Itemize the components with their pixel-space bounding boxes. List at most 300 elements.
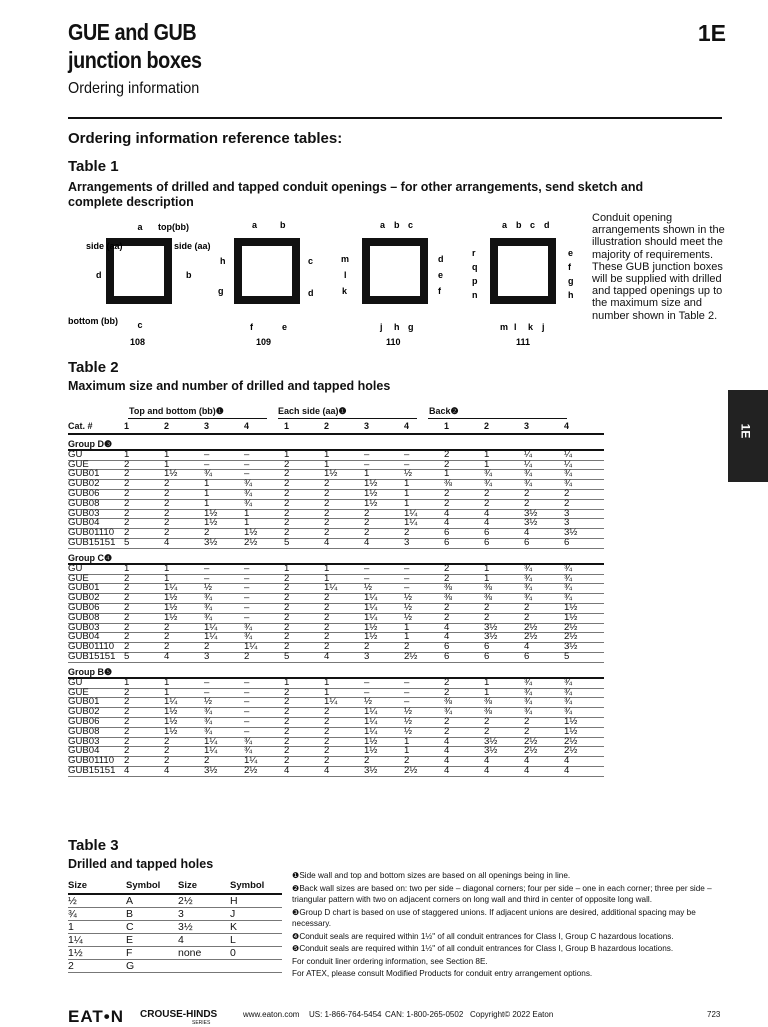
t2-col-header: 3 [524,422,564,434]
table-cell: 2 [444,678,484,688]
table-cell: 2 [284,603,324,613]
table-cell: 3½ [484,747,524,757]
table-cell: 1¼ [364,727,404,737]
table-cell: 2 [124,509,164,519]
table-cell: 2 [124,757,164,767]
table-cell: 2 [444,603,484,613]
table-cell: ½ [204,584,244,594]
table-cell: 1½ [164,470,204,480]
eaton-logo: EAT•N [68,1007,124,1026]
table-cell: 2 [164,480,204,490]
table-cell: 2 [484,489,524,499]
table-cell: 2 [324,643,364,653]
table-cell: A [126,894,178,908]
table-cell: 1 [124,450,164,460]
table-cell: ¾ [524,564,564,574]
label-109-e: e [282,322,288,332]
table-cell: GUB02 [68,594,124,604]
table-cell: 2 [284,460,324,470]
table-cell: 4 [484,519,524,529]
table-cell: 4 [524,766,564,776]
t3-col-header: Size [68,880,126,894]
box-109-outline [238,242,296,300]
label-110-h: h [394,322,400,332]
table-cell: – [244,727,284,737]
table-cell: 3 [404,538,444,548]
table-cell: 1 [404,489,444,499]
table-cell: 1½ [364,489,404,499]
t3-col-header: Symbol [126,880,178,894]
table-cell: 2 [284,499,324,509]
table-cell: 3 [564,519,604,529]
table-cell: 2½ [564,747,604,757]
table-cell: 1 [324,678,364,688]
table-cell: 2 [364,519,404,529]
table-cell: 3½ [564,529,604,539]
table-cell: ¾ [204,470,244,480]
table-cell: 4 [444,737,484,747]
table-cell: 4 [124,766,164,776]
table-cell: 1¼ [404,509,444,519]
table-cell: 2½ [178,894,230,908]
table-cell: 2 [124,708,164,718]
table-cell: 2 [124,717,164,727]
t2-group-name: Group D❸ [68,434,604,450]
table-cell: 1½ [364,737,404,747]
table-cell: 1½ [364,747,404,757]
table-cell: G [126,960,178,973]
table-cell: – [404,698,444,708]
footer-copyright: Copyright© 2022 Eaton [470,1010,554,1019]
table-cell: 1 [204,489,244,499]
table-cell: ¾ [524,698,564,708]
table-cell: 1 [244,509,284,519]
table-cell: ½ [404,470,444,480]
table-cell: 2 [204,529,244,539]
table-cell: F [126,947,178,960]
label-111-a: a [502,220,508,230]
table-cell: 1¼ [404,519,444,529]
table-cell: ⅜ [484,584,524,594]
table-cell: 6 [444,529,484,539]
t2-group-header-each-side: Each side (aa)❶ [278,406,347,416]
table-cell: 4 [444,519,484,529]
table-cell: – [404,564,444,574]
table-cell: 4 [524,643,564,653]
table-cell: GUB01 [68,470,124,480]
table-cell: – [244,717,284,727]
table-cell: GUB01110 [68,757,124,767]
arrangement-note: Conduit opening arrangements shown in the illustration should meet the majority of requirements. These GUB junction boxes will be supplied with drilled and tapped openings up to the maximum size and number shown in Table 2. [592,212,725,322]
table-cell: 2½ [524,747,564,757]
footer-us-phone: US: 1-866-764-5454 [309,1010,382,1019]
table-cell: 2 [124,499,164,509]
table-cell: 1 [484,460,524,470]
table-cell: 4 [484,757,524,767]
table-cell: ¾ [244,633,284,643]
table-cell: 1¼ [364,708,404,718]
table-cell: ⅜ [444,594,484,604]
label-109-g: g [218,286,224,296]
label-111-q: q [472,262,478,272]
table-cell: 2 [124,747,164,757]
table-cell: 4 [178,934,230,947]
label-110-m: m [341,254,350,264]
table-row [68,934,282,947]
table-cell: 2 [324,499,364,509]
t2-col-header: 4 [564,422,604,434]
table-cell: ⅜ [484,708,524,718]
table-cell: 3½ [524,509,564,519]
table-cell: 3½ [204,766,244,776]
table-cell: 1 [124,564,164,574]
table-cell: 2½ [564,737,604,747]
table-cell: 2 [124,480,164,490]
table-cell: – [364,450,404,460]
t2-col-header: 3 [204,422,244,434]
table-cell: GUB01110 [68,529,124,539]
table-cell: 1¼ [364,603,404,613]
table-cell: 6 [484,643,524,653]
label-109-a: a [252,220,258,230]
t2-group-row [68,662,604,678]
table-cell: – [204,678,244,688]
table-cell: 2 [124,727,164,737]
label-110-k: k [342,286,348,296]
table-cell: 1 [404,747,444,757]
table-cell: 4 [484,766,524,776]
table-cell: – [404,678,444,688]
table-cell: 4 [324,766,364,776]
table-cell: 2 [124,574,164,584]
table-cell: 2 [284,747,324,757]
series-label: SERIES [192,1020,211,1026]
table-cell: 4 [444,623,484,633]
table-cell: – [244,688,284,698]
t2-group-header-top-bottom: Top and bottom (bb)❶ [129,406,224,416]
table-cell: 2 [444,499,484,509]
table2 [68,422,604,777]
table-cell: ¼ [524,460,564,470]
table-cell: 2 [444,564,484,574]
table-cell: GUB08 [68,499,124,509]
table-cell: ¾ [204,594,244,604]
t3-header-row [68,880,282,894]
table-cell: 2 [404,529,444,539]
t2-rule-each-side [278,418,417,419]
table-cell: GUB03 [68,737,124,747]
table-cell: 2 [324,747,364,757]
diagram-108 [68,222,211,347]
table-cell: 1½ [564,727,604,737]
table-cell: L [230,934,282,947]
table-cell: 6 [444,538,484,548]
table-cell: ¾ [524,688,564,698]
table-cell: ⅜ [444,584,484,594]
table-cell: 1½ [164,708,204,718]
table-cell: 2 [284,594,324,604]
footnote-5: ❺Conduit seals are required within 1½" of all conduit entrances for Class I, Group B hazardous locations. [292,944,674,954]
table-cell: 1½ [164,613,204,623]
table-cell: ¾ [244,623,284,633]
table-cell: 2 [164,623,204,633]
table-cell: ¾ [524,574,564,584]
table-cell: – [244,574,284,584]
table-cell: 1 [284,678,324,688]
table-cell: 6 [444,643,484,653]
table-cell: 1 [324,460,364,470]
table-cell: 1 [324,688,364,698]
table-cell: 2 [124,519,164,529]
table-cell: GUB15151 [68,766,124,776]
table-cell: GU [68,450,124,460]
table-cell: ¾ [204,727,244,737]
table-cell: ¾ [524,480,564,490]
table-cell: 2 [124,460,164,470]
table-cell: ¾ [564,698,604,708]
footnote-1: ❶Side wall and top and bottom sizes are based on all openings being in line. [292,871,571,880]
table-cell: 2 [124,633,164,643]
title-line-2: junction boxes [68,47,202,73]
table-cell: GUB06 [68,489,124,499]
table-cell: 1¼ [164,584,204,594]
table-cell: 6 [524,538,564,548]
label-111-e: e [568,248,574,258]
table-cell: 2½ [244,538,284,548]
table-cell: 1¼ [364,613,404,623]
table-cell: H [230,894,282,908]
table-cell: 2 [324,594,364,604]
table3-caption: Drilled and tapped holes [68,857,214,871]
table-cell: 2 [484,727,524,737]
table-cell: 2 [244,652,284,662]
table-cell: GUE [68,460,124,470]
table-cell: ¼ [564,460,604,470]
label-111-n: n [472,290,478,300]
table-cell: ¾ [564,480,604,490]
table-cell: ¾ [564,708,604,718]
table-cell: 2 [324,603,364,613]
table-cell: 1 [364,470,404,480]
table-cell: 3 [204,652,244,662]
table-cell: – [244,613,284,623]
table-cell: 2 [484,613,524,623]
table-cell: GUB08 [68,727,124,737]
table-cell: 4 [444,747,484,757]
label-108-b: b [186,270,192,280]
label-109-c: c [308,256,314,266]
label-108-side-right: side (aa) [174,241,211,251]
t2-col-header: 1 [124,422,164,434]
table-cell: ¾ [68,908,126,921]
table-cell: 6 [484,652,524,662]
table-cell: 5 [124,652,164,662]
table-cell: – [244,698,284,708]
table-cell: 2 [284,727,324,737]
table-cell: 1½ [364,499,404,509]
table-cell: 2 [124,603,164,613]
table-cell: 2 [524,613,564,623]
label-111-r: r [472,248,476,258]
table-cell: 1¼ [324,698,364,708]
table-cell: ¾ [244,499,284,509]
header-divider [68,117,722,119]
table-cell: ¾ [564,678,604,688]
footnote-2: ❷Back wall sizes are based on: two per side – diagonal corners; four per side – one in each corner; three per side – triangular pattern with two on adjacent corners on long wall and third in center of opposite long wall. [292,883,712,904]
table-cell: 2 [524,499,564,509]
t2-col-header: 2 [324,422,364,434]
table-cell: – [204,460,244,470]
label-111-p: p [472,276,478,286]
page-subtitle: Ordering information [68,80,200,97]
table-cell: 1 [244,519,284,529]
table-cell: ¾ [564,574,604,584]
table-cell: 2 [324,708,364,718]
table-cell: 6 [484,538,524,548]
table-cell: 2 [124,643,164,653]
table-cell: 2 [484,499,524,509]
diagram-109-number: 109 [256,337,272,347]
table-cell: ¾ [244,489,284,499]
table-cell: 2 [164,757,204,767]
table-cell: 4 [284,766,324,776]
table-cell: 2 [164,499,204,509]
table-cell: 1½ [204,509,244,519]
table-cell: 1¼ [204,737,244,747]
footer-website[interactable]: www.eaton.com [243,1010,300,1019]
table-cell: 2 [524,727,564,737]
table-cell: 0 [230,947,282,960]
table-cell: 2 [124,623,164,633]
conduit-arrangement-diagrams [68,212,588,352]
table-cell: 3½ [178,921,230,934]
table-cell: GUB04 [68,633,124,643]
table-cell: none [178,947,230,960]
label-108-top: top(bb) [158,222,189,232]
table-cell: 1 [404,623,444,633]
t2-rule-back [428,418,567,419]
table-cell: 5 [284,652,324,662]
table-cell: ¾ [524,584,564,594]
label-109-d: d [308,288,314,298]
table-cell: 2 [124,584,164,594]
diagram-111 [472,220,574,347]
table-cell: 1½ [68,947,126,960]
table-row [68,960,282,973]
table-cell: 1 [164,678,204,688]
table-row [68,947,282,960]
table-cell: ½ [404,708,444,718]
diagram-109 [218,220,314,347]
label-108-d: d [96,270,102,280]
table-cell: 2 [444,613,484,623]
table-cell: GU [68,678,124,688]
table-cell: 2 [324,757,364,767]
section-code: 1E [697,20,726,46]
t2-col-header: 2 [484,422,524,434]
table-cell: 3 [364,652,404,662]
table-cell: GUB03 [68,509,124,519]
table-cell: 2 [164,643,204,653]
label-110-d: d [438,254,444,264]
table-cell: 1½ [164,603,204,613]
table3 [68,880,282,973]
table-cell: – [404,574,444,584]
box-110-outline [366,242,424,300]
table-cell: 1 [204,499,244,509]
label-111-k: k [528,322,534,332]
table-cell: – [204,574,244,584]
table-cell: – [204,564,244,574]
table-cell: 4 [324,538,364,548]
table-cell: 2 [324,717,364,727]
table-cell: GU [68,564,124,574]
table1-caption-line2: complete description [68,195,194,209]
table-cell: 1 [324,564,364,574]
table-cell: 2 [284,509,324,519]
table-cell: 2 [324,737,364,747]
table-cell: 1 [484,564,524,574]
table-cell: – [204,450,244,460]
table-cell: – [364,564,404,574]
table-cell: 1 [404,633,444,643]
table-cell: GUB08 [68,613,124,623]
table-cell: 2 [364,509,404,519]
table-cell: – [244,460,284,470]
table-cell: 1¼ [204,747,244,757]
table-cell: 1½ [164,727,204,737]
table-cell: 1¼ [244,757,284,767]
table-cell: 2 [284,613,324,623]
table-cell: 1½ [564,717,604,727]
table-cell: 1½ [564,603,604,613]
table-cell: 2½ [524,633,564,643]
table-cell: ¾ [564,564,604,574]
table-cell: ¾ [524,470,564,480]
table1-label: Table 1 [68,158,119,175]
table-cell: 2 [284,480,324,490]
table-cell: ¾ [564,470,604,480]
label-110-e: e [438,270,444,280]
footnote-3: ❸Group D chart is based on use of staggered unions. If adjacent unions are desired, additional spacing may be necessary. [292,907,696,928]
table-cell: 2 [324,509,364,519]
table-cell: 2 [124,698,164,708]
table-cell: 2 [284,698,324,708]
table-cell: 2 [324,613,364,623]
label-110-f: f [438,286,441,296]
table-cell: 2 [444,688,484,698]
t2-col-header: 1 [284,422,324,434]
diagram-110-number: 110 [386,337,401,347]
table-cell: 4 [484,509,524,519]
table-cell: 2 [124,737,164,747]
table-cell: ½ [364,584,404,594]
table-cell: ½ [404,603,444,613]
table-cell: 1½ [564,613,604,623]
table-cell: 3½ [484,633,524,643]
table-cell: 1 [68,921,126,934]
table-cell: – [244,584,284,594]
table-cell: GUB15151 [68,538,124,548]
table-cell: GUB01 [68,698,124,708]
table-cell: 4 [444,757,484,767]
table-cell: ¾ [564,688,604,698]
t2-group-header-back: Back❷ [429,406,459,416]
table-cell: ¾ [484,480,524,490]
table-cell: 1 [404,737,444,747]
label-111-c: c [530,220,536,230]
table-cell: 2 [164,737,204,747]
